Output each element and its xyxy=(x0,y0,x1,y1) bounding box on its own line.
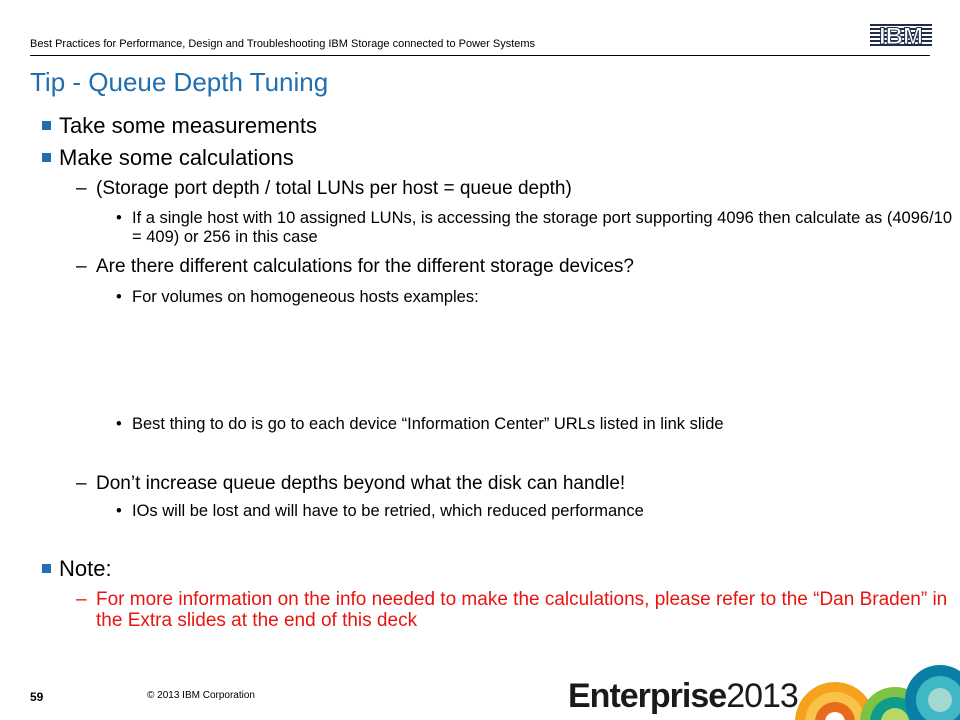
note-detail xyxy=(76,589,956,631)
dash-bullet-icon: – xyxy=(76,589,87,610)
bullet-text: Note: xyxy=(59,556,112,581)
sub-bullet-formula xyxy=(76,178,572,200)
enterprise2013-logo xyxy=(568,677,798,716)
bullet-measurements xyxy=(42,113,317,139)
sub-bullet-text: Are there different calculations for the different storage devices? xyxy=(96,256,634,277)
note-text: For more information on the info needed to make the calculations, please refer to the “Dan Braden” in the Extra slides at the end of this deck xyxy=(96,589,948,631)
decorative-sunburst-graphic xyxy=(790,660,960,720)
dot-bullet-icon: • xyxy=(116,209,122,227)
sub-bullet-text: (Storage port depth / total LUNs per host = queue depth) xyxy=(96,178,572,199)
bullet-note xyxy=(42,556,112,582)
sub-bullet-different-calculations xyxy=(76,256,634,278)
dot-bullet-icon: • xyxy=(116,502,122,520)
sub-bullet-dont-increase xyxy=(76,473,625,495)
item-text: For volumes on homogeneous hosts examples: xyxy=(132,288,479,306)
brand-name: Enterprise xyxy=(568,677,727,715)
bullet-calculations xyxy=(42,145,294,171)
item-single-host-example xyxy=(116,209,960,247)
ibm-logo-text: IBM xyxy=(879,23,923,50)
dash-bullet-icon: – xyxy=(76,178,87,199)
item-ios-lost xyxy=(116,502,960,521)
square-bullet-icon xyxy=(42,153,51,162)
item-text: IOs will be lost and will have to be retried, which reduced performance xyxy=(132,502,644,520)
brand-year: 2013 xyxy=(726,677,798,715)
header-text: Best Practices for Performance, Design and Troubleshooting IBM Storage connected to Power Systems xyxy=(30,38,536,50)
bullet-text: Make some calculations xyxy=(59,145,294,170)
item-homogeneous-hosts xyxy=(116,288,960,307)
copyright: © 2013 IBM Corporation xyxy=(147,690,255,701)
dash-bullet-icon: – xyxy=(76,473,87,494)
item-text: Best thing to do is go to each device “Information Center” URLs listed in link slide xyxy=(132,415,724,433)
bullet-text: Take some measurements xyxy=(59,113,317,138)
page-number: 59 xyxy=(30,690,44,704)
sub-bullet-text: Don’t increase queue depths beyond what the disk can handle! xyxy=(96,473,626,494)
square-bullet-icon xyxy=(42,121,51,130)
dot-bullet-icon: • xyxy=(116,415,122,433)
dash-bullet-icon: – xyxy=(76,256,87,277)
square-bullet-icon xyxy=(42,564,51,573)
item-text: If a single host with 10 assigned LUNs, is accessing the storage port supporting 4096 then calculate as (4096/10 = 409) or 256 in this case xyxy=(132,209,952,246)
dot-bullet-icon: • xyxy=(116,288,122,306)
item-information-center xyxy=(116,415,960,434)
page-title: Tip - Queue Depth Tuning xyxy=(30,67,329,97)
